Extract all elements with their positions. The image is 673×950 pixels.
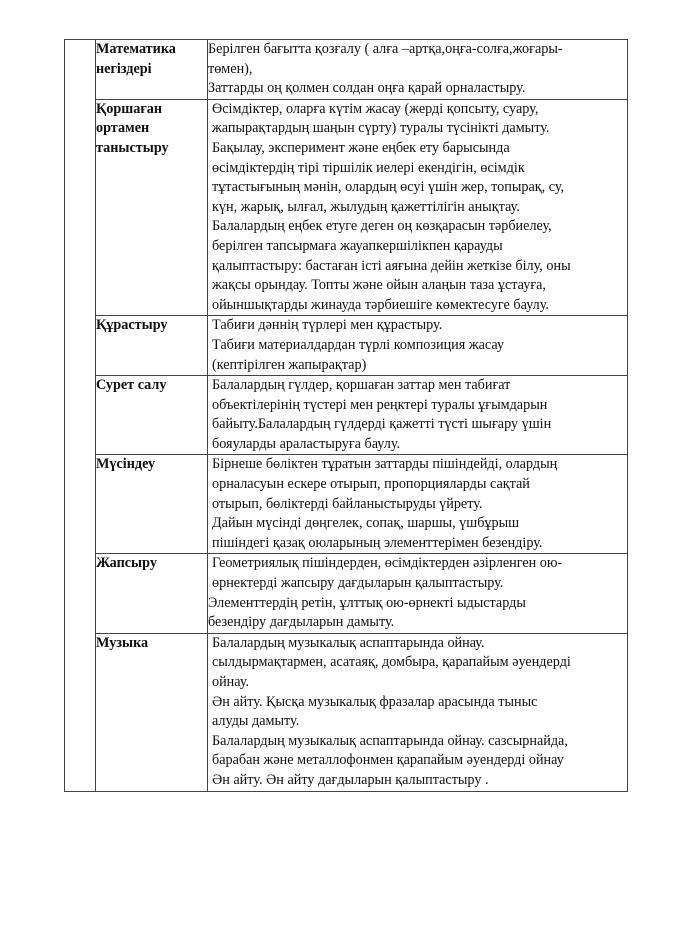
subject-label: Құрастыру xyxy=(96,317,168,334)
empty-left-column xyxy=(65,40,96,792)
content-cell xyxy=(208,633,628,791)
content-cell xyxy=(208,99,628,316)
content-line: Балалардың музыкалық аспаптарында ойнау. сазсырнайда, барабан және металлофонмен қарапайым әуендерді ойнау xyxy=(212,732,568,769)
content-cell xyxy=(208,40,628,100)
content-line: Заттарды оң қолмен солдан оңға қарай орналастыру. xyxy=(208,80,526,97)
content-line: Балалардың гүлдер, қоршаған заттар мен табиғат объектілерінің түстері мен реңктері туралы ұғымдарын байыту.Балалардың гүлдерді қажетті түсті шығару үшін бояуларды араластыруға баулу. xyxy=(212,377,552,452)
subject-cell xyxy=(96,376,208,455)
table-row xyxy=(65,316,628,376)
content-line: Бірнеше бөліктен тұратын заттарды пішіндейді, олардың орналасуын ескере отырып, пропорцияларды сақтай отырып, бөліктерді байланыстыруды үйрету. xyxy=(212,456,558,512)
table-row xyxy=(65,455,628,554)
table-row xyxy=(65,633,628,791)
subject-label: Сурет салу xyxy=(96,377,167,394)
subject-label: Мүсіндеу xyxy=(96,456,156,473)
table-row xyxy=(65,40,628,100)
subject-cell xyxy=(96,316,208,376)
subject-cell xyxy=(96,40,208,100)
subject-label: Жапсыру xyxy=(96,555,157,572)
subject-cell xyxy=(96,99,208,316)
content-line: Балалардың еңбек етуге деген оң көзқарасын тәрбиелеу, берілген тапсырмаға жауапкершілікпен қарауды қалыптастыру: бастаған істі аяғына дейін жеткізе білу, оны жақсы орындау. Топты және ойын алаңын таза ұстауға, ойыншықтарды жинауда тәрбиешіге көмектесуге баулу. xyxy=(212,218,571,313)
content-line: Табиғи материалдардан түрлі композиция жасау (кептірілген жапырақтар) xyxy=(212,336,505,373)
subject-label: Қоршаған ортамен таныстыру xyxy=(96,100,169,156)
subject-cell xyxy=(96,633,208,791)
content-line: Ән айту. Қысқа музыкалық фразалар арасында тыныс алуды дамыту. xyxy=(212,693,538,730)
content-line: Берілген бағытта қозғалу ( алға –артқа,оңға-солға,жоғары- төмен), xyxy=(208,41,563,77)
table-row xyxy=(65,99,628,316)
content-line: Өсімдіктер, оларға күтім жасау (жерді қопсыту, суару, жапырақтардың шаңын сүрту) туралы түсінікті дамыту. xyxy=(212,100,550,137)
subject-cell xyxy=(96,455,208,554)
content-line: Геометриялық пішіндерден, өсімдіктерден әзірленген ою- өрнектерді жапсыру дағдыларын қалыптастыру. xyxy=(212,555,563,592)
content-cell xyxy=(208,316,628,376)
curriculum-table xyxy=(64,39,628,792)
content-cell xyxy=(208,376,628,455)
content-line: Ән айту. Ән айту дағдыларын қалыптастыру . xyxy=(212,771,489,788)
subject-label: Музыка xyxy=(96,634,149,651)
table-row xyxy=(65,554,628,633)
subject-label: Математика негіздері xyxy=(96,41,176,77)
content-line: Табиғи дәннің түрлері мен құрастыру. xyxy=(212,317,443,334)
content-cell xyxy=(208,455,628,554)
table-row xyxy=(65,376,628,455)
subject-cell xyxy=(96,554,208,633)
content-line: Элементтердің ретін, ұлттық ою-өрнекті ыдыстарды безендіру дағдыларын дамыту. xyxy=(208,594,526,631)
content-cell xyxy=(208,554,628,633)
content-line: Бақылау, эксперимент және еңбек ету барысында өсімдіктердің тірі тіршілік иелері екендігін, өсімдік тұтастығының мәнін, олардың өсуі үшін жер, топырақ, су, күн, жарық, ылғал, жылудың қажеттілігін анықтау. xyxy=(212,139,565,215)
content-line: Балалардың музыкалық аспаптарында ойнау. сылдырмақтармен, асатаяқ, домбыра, қарапайым әуендерді ойнау. xyxy=(212,634,571,690)
content-line: Дайын мүсінді дөңгелек, сопақ, шаршы, үшбұрыш пішіндегі қазақ оюларының элементтерімен безендіру. xyxy=(212,515,543,551)
